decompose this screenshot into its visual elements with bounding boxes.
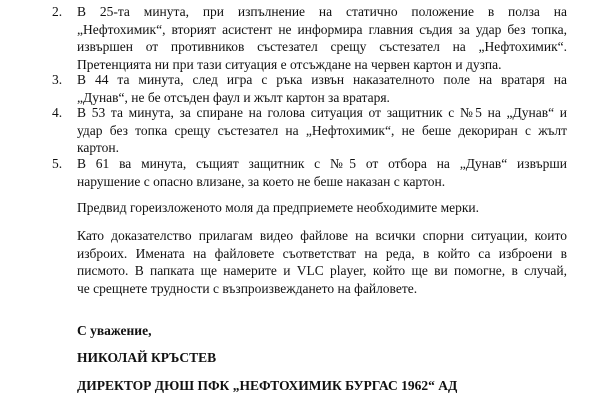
text-line: извършен от противников състезател срещу състезател на „Нефтохимик“. xyxy=(77,39,567,54)
list-item-text xyxy=(77,104,567,157)
list-item-number: 5. xyxy=(52,156,63,171)
text-line: Претенцията ни при тази ситуация е отсъждане на червен картон и дузпа. xyxy=(77,56,502,72)
signatory-title: ДИРЕКТОР ДЮШ ПФК „НЕФТОХИМИК БУРГАС 1962“ АД xyxy=(77,378,458,393)
text-line: В 61 ва минута, същият защитник с №5 от отбора на „Дунав“ извърши xyxy=(77,156,567,171)
list-item-text xyxy=(77,71,567,106)
text-line: картон. xyxy=(77,140,119,155)
text-line: В 25-та минута, при изпълнение на статично положение в полза на xyxy=(77,4,567,19)
text-line: Като доказателство прилагам видео файлове на всички спорни ситуации, които xyxy=(77,228,567,243)
list-item-number: 2. xyxy=(52,4,63,19)
text-line: нарушение с опасно влизане, за което не беше наказан с картон. xyxy=(77,173,446,189)
text-line: че срещнете трудности с възпроизвеждането на файловете. xyxy=(77,280,418,296)
text-line: В 44 та минута, след игра с ръка извън наказателното поле на вратаря на xyxy=(77,72,567,87)
list-item-number: 3. xyxy=(52,72,63,87)
text-line: писмото. В папката ще намерите и VLC player, който ще ви помогне, в случай, xyxy=(77,263,567,278)
text-line: изброих. Имената на файловете съответстват на реда, в който са изброени в xyxy=(77,245,567,261)
list-item-number: 4. xyxy=(52,105,63,120)
evidence-paragraph xyxy=(77,227,567,297)
text-line: Предвид гореизложеното моля да предприемете необходимите мерки. xyxy=(77,200,480,215)
text-line: „Нефтохимик“, вторият асистент не информира главния съдия за удар без топка, xyxy=(77,21,567,37)
signatory-name: НИКОЛАЙ КРЪСТЕВ xyxy=(77,350,217,365)
text-line: удар без топка срещу състезател на „Нефтохимик“, не беше декориран с жълт xyxy=(77,122,567,138)
text-line: „Дунав“, не бе отсъден фаул и жълт картон за вратаря. xyxy=(77,89,390,105)
request-paragraph xyxy=(77,199,567,217)
text-line: В 53 та минута, за спиране на голова ситуация от защитник с №5 на „Дунав“ и xyxy=(77,105,567,120)
list-item-text xyxy=(77,3,567,73)
closing-salutation: С уважение, xyxy=(77,323,152,338)
list-item-text xyxy=(77,155,567,190)
